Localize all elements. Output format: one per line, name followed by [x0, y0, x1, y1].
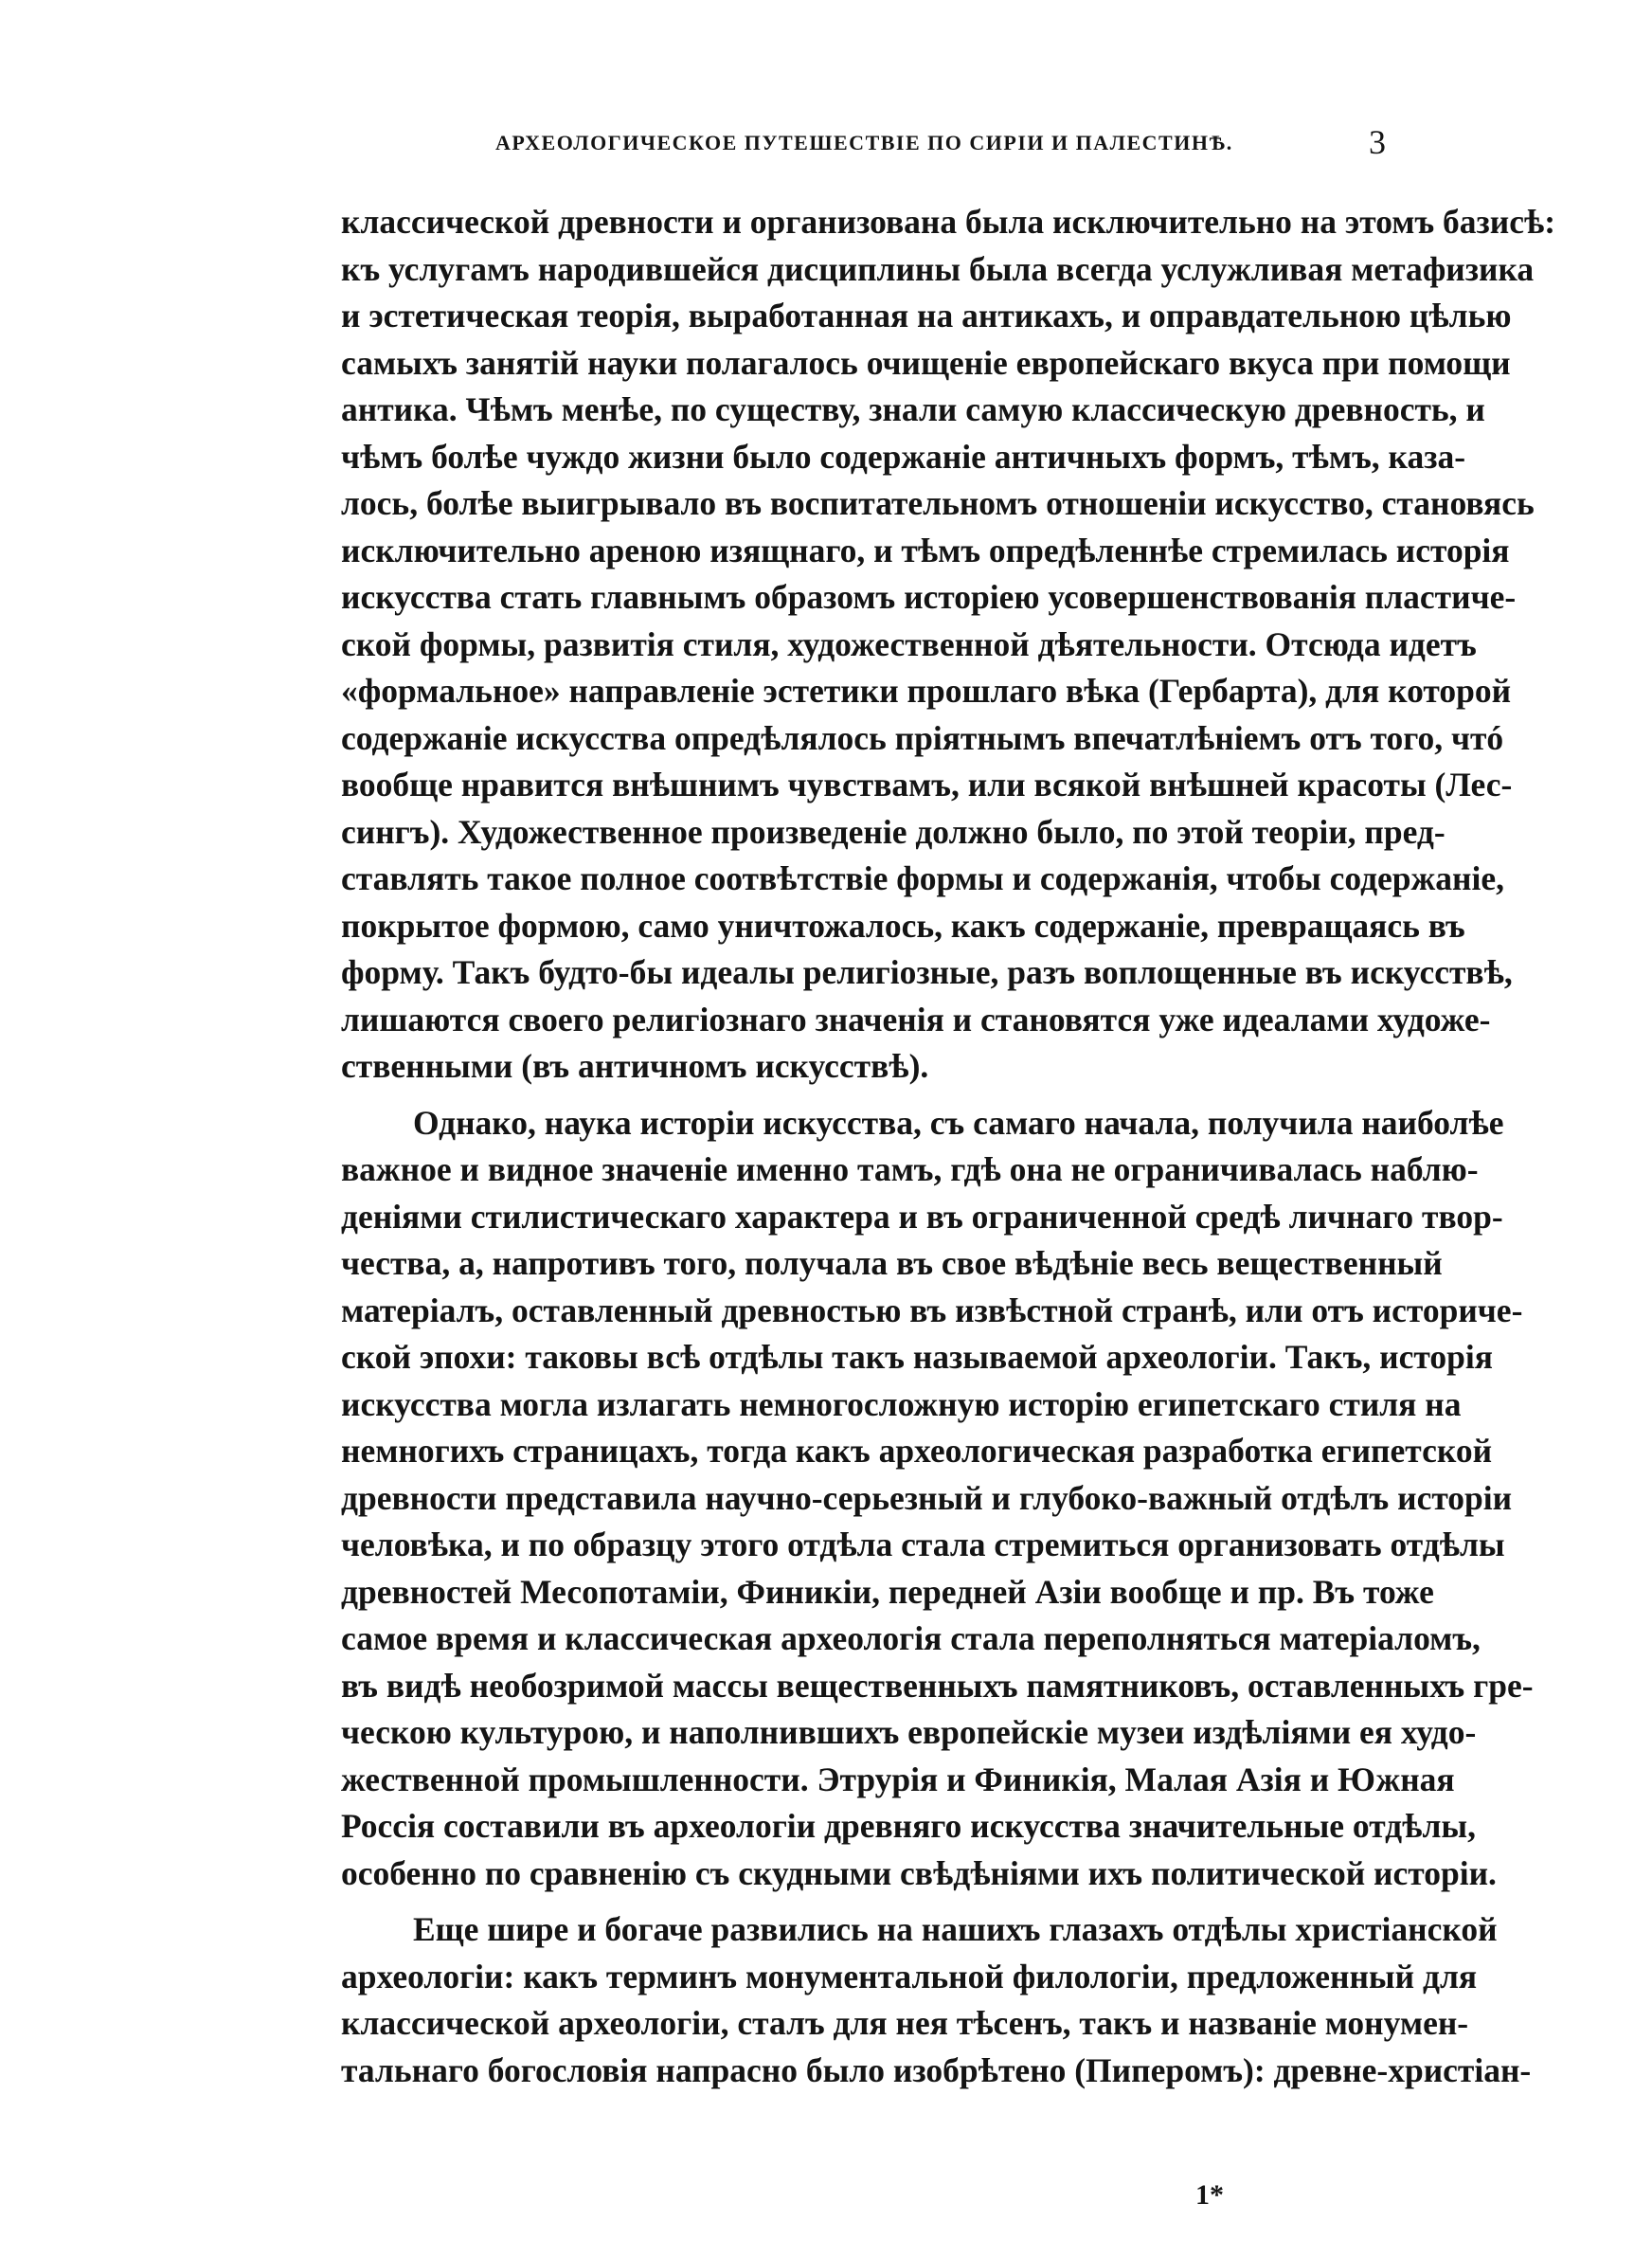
text-line: ской эпохи: таковы всѣ отдѣлы такъ называемой археологіи. Такъ, исторія [341, 1338, 1493, 1376]
text-line: важное и видное значеніе именно тамъ, гдѣ она не ограничивалась наблю- [341, 1150, 1479, 1188]
text-line: чества, а, напротивъ того, получала въ свое вѣдѣніе весь вещественный [341, 1244, 1443, 1282]
text-line: археологіи: какъ терминъ монументальной филологіи, предложенный для [341, 1957, 1478, 1995]
text-line: «формальное» направленіе эстетики прошлаго вѣка (Гербарта), для которой [341, 672, 1512, 710]
text-line: тальнаго богословія напрасно было изобрѣтено (Пиперомъ): древне-христіан- [341, 2050, 1532, 2089]
text-line: въ видѣ необозримой массы вещественныхъ памятниковъ, оставленныхъ гре- [341, 1666, 1534, 1705]
signature-mark: 1* [1195, 2179, 1224, 2211]
text-line: классической древности и организована была исключительно на этомъ базисѣ: [341, 203, 1556, 241]
text-line: лось, болѣе выигрывало въ воспитательномъ отношеніи искусство, становясь [341, 484, 1535, 522]
text-line: чѣмъ болѣе чуждо жизни было содержаніе античныхъ формъ, тѣмъ, каза- [341, 437, 1466, 476]
text-line: ставлять такое полное соотвѣтствіе формы и содержанія, чтобы содержаніе, [341, 859, 1504, 897]
text-line: содержаніе искусства опредѣлялось пріятнымъ впечатлѣніемъ отъ того, чтó [341, 718, 1504, 757]
body-text [341, 199, 1556, 2094]
text-line: ственными (въ античномъ искусствѣ). [341, 1047, 929, 1085]
page-number: 3 [1369, 123, 1386, 161]
text-line: сингъ). Художественное произведеніе должно было, по этой теоріи, пред- [341, 812, 1446, 851]
text-line: ской формы, развитія стиля, художественной дѣятельности. Отсюда идетъ [341, 624, 1477, 663]
paragraph-start-line: Однако, наука исторіи искусства, съ самаго начала, получила наиболѣе [413, 1103, 1504, 1142]
text-line: немногихъ страницахъ, тогда какъ археологическая разработка египетской [341, 1432, 1493, 1470]
text-line: самое время и классическая археологія стала переполняться матеріаломъ, [341, 1619, 1481, 1657]
text-line: вообще нравится внѣшнимъ чувствамъ, или всякой внѣшней красоты (Лес- [341, 766, 1513, 803]
text-line: искусства могла излагать немногосложную исторію египетскаго стиля на [341, 1384, 1462, 1423]
text-line: искусства стать главнымъ образомъ исторіею усовершенствованія пластиче- [341, 578, 1517, 616]
text-line: и эстетическая теорія, выработанная на антикахъ, и оправдательною цѣлью [341, 297, 1512, 334]
paragraph-start-line: Еще шире и богаче развились на нашихъ глазахъ отдѣлы христіанской [413, 1910, 1498, 1948]
text-line: жественной промышленности. Этрурія и Финикія, Малая Азія и Южная [341, 1760, 1455, 1798]
text-line: древности представила научно-серьезный и глубоко-важный отдѣлъ исторіи [341, 1478, 1513, 1517]
text-line: исключительно ареною изящнаго, и тѣмъ опредѣленнѣе стремилась исторія [341, 531, 1510, 569]
text-line: форму. Такъ будто-бы идеалы религіозные, разъ воплощенные въ искусствѣ, [341, 953, 1513, 991]
text-line: покрытое формою, само уничтожалось, какъ содержаніе, превращаясь въ [341, 906, 1465, 945]
text-line: ческою культурою, и наполнившихъ европейскіе музеи издѣліями ея худо- [341, 1713, 1477, 1751]
text-line: къ услугамъ народившейся дисциплины была всегда услужливая метафизика [341, 249, 1535, 288]
text-line: древностей Месопотаміи, Финикіи, передней Азіи вообще и пр. Въ тоже [341, 1572, 1434, 1611]
text-line: матеріалъ, оставленный древностью въ извѣстной странѣ, или отъ историче- [341, 1291, 1523, 1329]
text-line: самыхъ занятій науки полагалось очищеніе европейскаго вкуса при помощи [341, 343, 1511, 382]
text-line: лишаются своего религіознаго значенія и становятся уже идеалами художе- [341, 1000, 1491, 1038]
text-line: антика. Чѣмъ менѣе, по существу, знали самую классическую древность, и [341, 390, 1485, 428]
text-line: Россія составили въ археологіи древняго искусства значительные отдѣлы, [341, 1807, 1476, 1845]
text-line: особенно по сравненію съ скудными свѣдѣніями ихъ политической исторіи. [341, 1853, 1497, 1892]
page-header [495, 125, 1386, 163]
text-line: классической археологіи, сталъ для нея тѣсенъ, такъ и названіе монумен- [341, 2004, 1469, 2042]
running-title: АРХЕОЛОГИЧЕСКОЕ ПУТЕШЕСТВІЕ ПО СИРІИ И ПАЛЕСТИНѢ. [495, 131, 1233, 154]
text-line: человѣка, и по образцу этого отдѣла стала стремиться организовать отдѣлы [341, 1526, 1505, 1563]
text-line: деніями стилистическаго характера и въ ограниченной средѣ личнаго твор- [341, 1197, 1503, 1236]
